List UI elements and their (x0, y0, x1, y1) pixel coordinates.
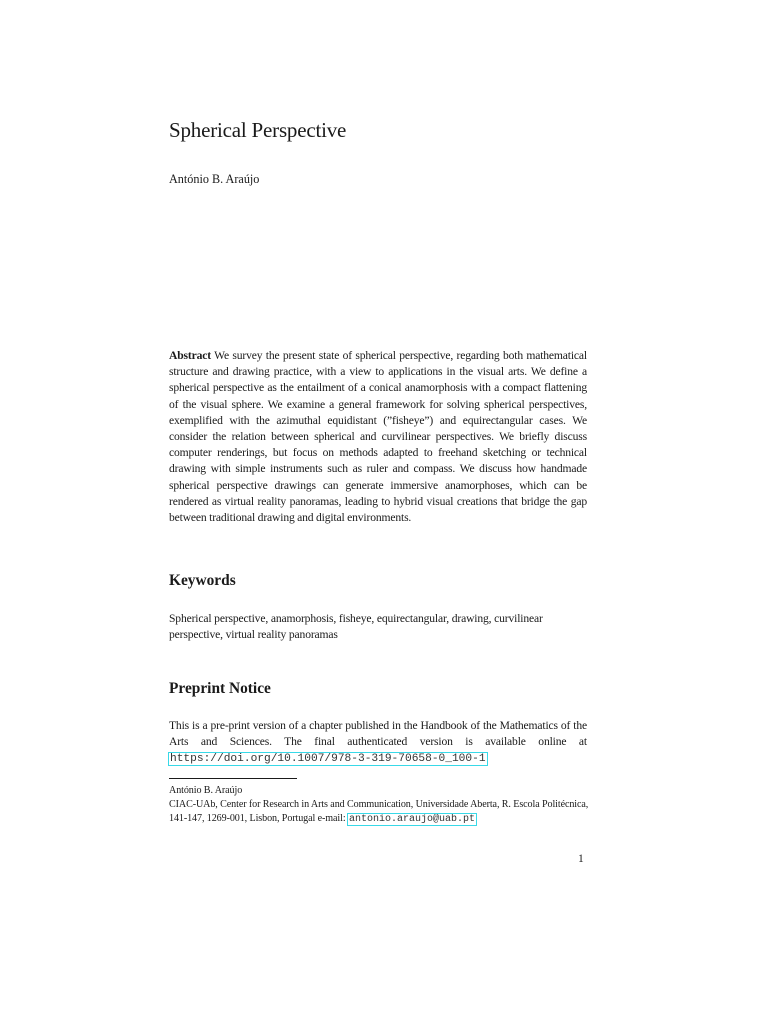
footnote (169, 784, 589, 828)
abstract-paragraph (169, 348, 587, 526)
email-link[interactable]: antonio.araujo@uab.pt (348, 814, 475, 826)
abstract-label: Abstract (169, 349, 211, 362)
paper-title: Spherical Perspective (169, 118, 347, 142)
preprint-text: This is a pre-print version of a chapter published in the Handbook of the Mathematics of the Arts and Sciences. The final authenticated version is available online at (169, 719, 587, 749)
footnote-author: António B. Araújo (169, 785, 243, 796)
page-number: 1 (578, 852, 584, 865)
footnote-affiliation: CIAC-UAb, Center for Research in Arts and Communication, Universidade Aberta, R. Escola Politécnica, 141-147, 1269-001, Lisbon, Portugal e-mail: (169, 799, 589, 825)
preprint-paragraph (169, 718, 587, 768)
doi-link[interactable]: https://doi.org/10.1007/978-3-319-70658-0_100-1 (170, 753, 486, 766)
preprint-heading: Preprint Notice (169, 680, 271, 697)
keywords-heading: Keywords (169, 572, 236, 589)
author-name: António B. Araújo (169, 172, 260, 186)
abstract-text: We survey the present state of spherical perspective, regarding both mathematical structure and drawing practice, with a view to applications in the visual arts. We define a spherical perspective as the entailment of a conical anamorphosis with a compact flattening of the visual sphere. We examine a general framework for solving spherical perspectives, exemplified with the azimuthal equidistant (”fisheye”) and equirectangular cases. We consider the relation between spherical and curvilinear perspectives. We briefly discuss computer renderings, but focus on methods adapted to freehand sketching or technical drawing with simple instruments such as ruler and compass. We discuss how handmade spherical perspective drawings can generate immersive anamorphoses, which can be rendered as virtual reality panoramas, leading to hybrid visual creations that bridge the gap between traditional drawing and digital environments. (169, 349, 587, 525)
footnote-divider (169, 778, 297, 779)
keywords-text: Spherical perspective, anamorphosis, fisheye, equirectangular, drawing, curvilinear perspective, virtual reality panoramas (169, 612, 543, 642)
